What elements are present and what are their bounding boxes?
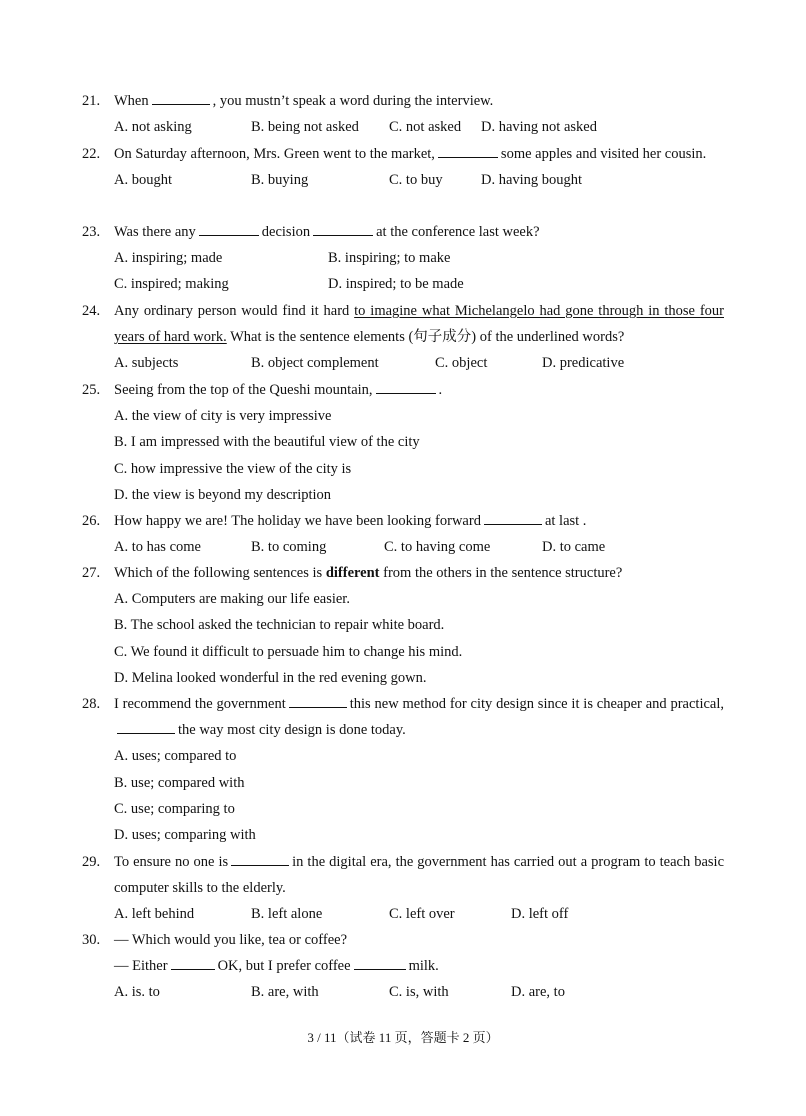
answer-blank (152, 90, 210, 105)
answer-blank (354, 955, 406, 970)
option-b: B. inspiring; to make (328, 250, 451, 267)
options-row (114, 245, 724, 271)
option-a: A. left behind (114, 906, 195, 923)
question-23 (82, 219, 724, 298)
question-number: 28. (82, 696, 101, 712)
question-28 (82, 691, 724, 848)
question-30 (82, 927, 724, 1006)
option-c: C. is, with (389, 984, 449, 1001)
option-c: C. use; comparing to (114, 800, 235, 817)
option-d: D. having not asked (481, 119, 597, 136)
question-24 (82, 298, 724, 377)
question-stem: Was there any decision at the conference last week? (114, 219, 724, 245)
option-d: D. predicative (542, 355, 625, 372)
option-c: C. We found it difficult to persuade him to change his mind. (114, 643, 463, 660)
option-a: A. the view of city is very impressive (114, 408, 332, 425)
option-c: C. inspired; making (114, 276, 229, 293)
answer-blank (376, 379, 436, 394)
option-a: A. subjects (114, 355, 179, 372)
answer-blank (199, 221, 259, 236)
answer-blank (313, 221, 373, 236)
question-number: 24. (82, 303, 101, 319)
question-number: 29. (82, 854, 101, 870)
question-number: 23. (82, 224, 101, 240)
answer-blank (484, 510, 542, 525)
question-29 (82, 849, 724, 928)
question-number: 30. (82, 932, 101, 948)
option-c: C. to having come (384, 539, 491, 556)
option-d: D. Melina looked wonderful in the red evening gown. (114, 669, 427, 686)
answer-blank (171, 955, 215, 970)
option-c: C. object (435, 355, 488, 372)
option-b: B. left alone (251, 906, 323, 923)
answer-blank (438, 143, 498, 158)
options-row (114, 901, 724, 927)
options-row (114, 114, 724, 140)
question-stem: I recommend the government this new method for city design since it is cheaper and practical,the way most city design is done today. (114, 691, 724, 743)
dialogue-line-1: — Which would you like, tea or coffee? (114, 932, 347, 948)
question-25 (82, 377, 724, 508)
question-number: 26. (82, 513, 101, 529)
options-row (114, 979, 724, 1005)
option-b: B. The school asked the technician to repair white board. (114, 617, 445, 634)
option-c: C. to buy (389, 172, 443, 189)
option-b: B. object complement (251, 355, 379, 372)
options-row (114, 350, 724, 376)
options-row (114, 167, 724, 193)
option-b: B. being not asked (251, 119, 359, 136)
question-number: 27. (82, 565, 101, 581)
option-b: B. are, with (251, 984, 319, 1001)
question-stem: How happy we are! The holiday we have been looking forward at last . (114, 508, 724, 534)
option-b: B. to coming (251, 539, 327, 556)
option-d: D. left off (511, 906, 569, 923)
page-footer: 3 / 11（试卷 11 页，答题卡 2 页） (307, 1030, 499, 1045)
question-number: 21. (82, 93, 101, 109)
question-21 (82, 88, 724, 140)
option-d: D. having bought (481, 172, 583, 189)
option-b: B. buying (251, 172, 309, 189)
underlined-phrase: to imagine what Michelangelo had gone through in those four years of hard work. (114, 303, 724, 346)
option-a: A. inspiring; made (114, 250, 223, 267)
options-row (114, 534, 724, 560)
answer-blank (289, 693, 347, 708)
emphasis-word: different (325, 565, 380, 581)
question-number: 25. (82, 382, 101, 398)
options-row (114, 271, 724, 297)
option-b: B. use; compared with (114, 774, 245, 791)
option-b: B. I am impressed with the beautiful view of the city (114, 434, 420, 451)
option-d: D. are, to (511, 984, 565, 1001)
option-d: D. to came (542, 539, 606, 556)
answer-blank (231, 851, 289, 866)
option-d: D. inspired; to be made (328, 276, 464, 293)
question-stem: To ensure no one is in the digital era, the government has carried out a program to teach basic computer skills to the elderly. (114, 849, 724, 901)
question-stem: When , you mustn’t speak a word during the interview. (114, 88, 724, 114)
question-stem: Seeing from the top of the Queshi mountain, . (114, 377, 724, 403)
option-c: C. how impressive the view of the city is (114, 460, 352, 477)
option-c: C. not asked (389, 119, 462, 136)
option-a: A. not asking (114, 119, 192, 136)
question-27 (82, 560, 724, 691)
option-d: D. uses; comparing with (114, 826, 256, 843)
option-a: A. is. to (114, 984, 160, 1001)
option-a: A. bought (114, 172, 172, 189)
question-22 (82, 141, 724, 193)
question-stem: On Saturday afternoon, Mrs. Green went to the market, some apples and visited her cousin. (114, 141, 724, 167)
option-a: A. to has come (114, 539, 201, 556)
option-a: A. Computers are making our life easier. (114, 591, 350, 608)
dialogue-line-2: — Either OK, but I prefer coffee milk. (114, 953, 724, 979)
option-c: C. left over (389, 906, 455, 923)
question-stem: Any ordinary person would find it hard to imagine what Michelangelo had gone through in those four years of hard work. What is the sentence elements (句子成分) of the underlined words? (114, 303, 724, 346)
question-stem: Which of the following sentences is different from the others in the sentence structure? (114, 565, 623, 581)
question-number: 22. (82, 146, 101, 162)
option-d: D. the view is beyond my description (114, 486, 332, 503)
answer-blank (117, 719, 175, 734)
question-26 (82, 508, 724, 560)
option-a: A. uses; compared to (114, 748, 237, 765)
